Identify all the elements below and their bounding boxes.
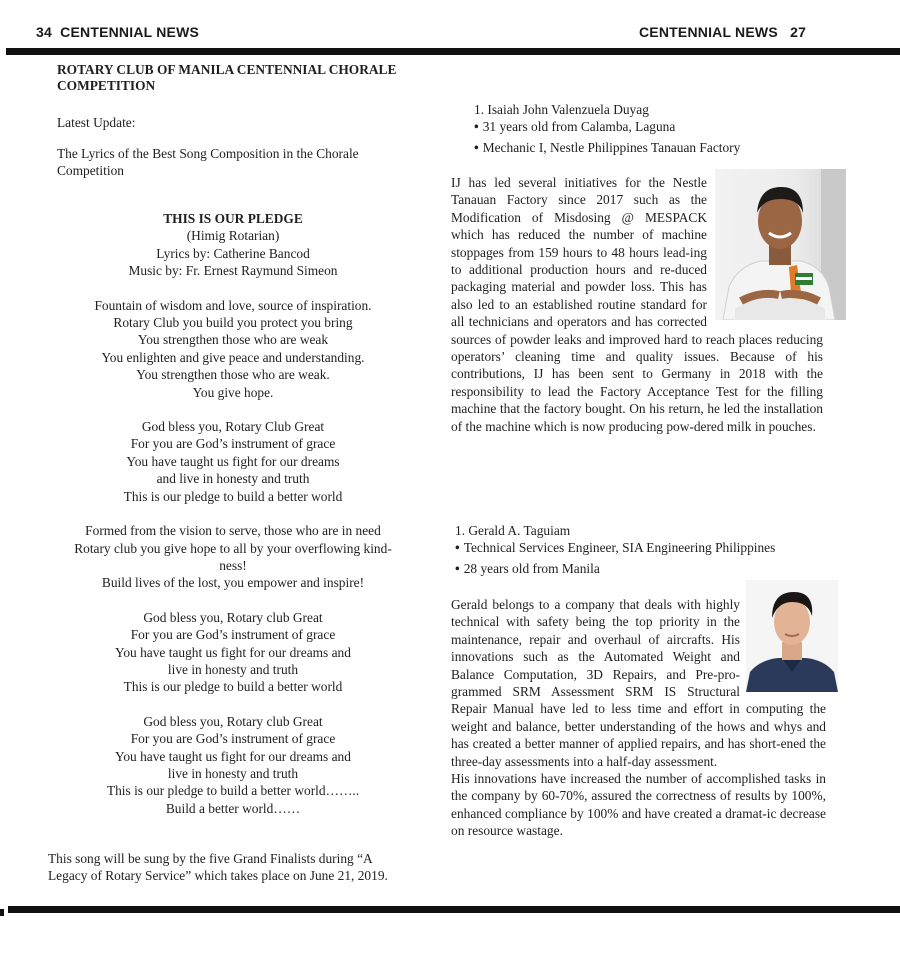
song-subtitle: (Himig Rotarian) [186, 228, 280, 244]
finalist-1-age: • 31 years old from Calamba, Laguna [474, 118, 740, 135]
finalist-2-bio [451, 596, 826, 840]
finalist-2-bio-text-2: His innovations have increased the number of accomplished tasks in the company by 60-70%, assured the correctness of results by 100%, enhanced compliance by 100% and have created a dramat-ic decrease on resource wastage. [451, 771, 826, 839]
lyric-line: God bless you, Rotary club Great [143, 713, 323, 729]
lyric-line: Build lives of the lost, you empower and inspire! [101, 575, 365, 591]
lyric-line: This is our pledge to build a better world…….. [106, 783, 360, 799]
lyric-line: For you are God’s instrument of grace [130, 627, 336, 643]
lyric-line: ness! [219, 557, 247, 573]
song-lyrics [48, 210, 418, 834]
finalist-1-position: • Mechanic I, Nestle Philippines Tanauan Factory [474, 139, 740, 156]
header-rule [6, 48, 900, 55]
finalist-2-age: • 28 years old from Manila [455, 560, 775, 577]
lyric-line: You have taught us fight for our dreams and [115, 644, 351, 660]
portrait-icon [746, 580, 838, 692]
article-title: ROTARY CLUB OF MANILA CENTENNIAL CHORALE COMPETITION [57, 62, 397, 93]
finalist-1-bio-text: IJ has led several initiatives for the Nestle Tanauan Factory since 2017 such as the Modification of Misdosing @ MESPACK which has reduced the number of machine stoppages from 159 hours to 48 hours lead-ing to additional production hours and re-duced packaging material and powder loss. This has also led to an established routine standard for all technicians and operators and has corrected sources of powder leaks and improved hard to reach places reducing operators’ cleaning time and quality issues. Because of his contributions, IJ has been sent to Germany in 2018 with the responsibility to lead the Factory Acceptance Test for the filling machine that the factory bought. On his return, he led the installation of the machine which is now producing pow-dered milk in pouches. [451, 175, 823, 434]
lyric-line: For you are God’s instrument of grace [130, 731, 336, 747]
footer-mark [0, 909, 4, 916]
lyric-line: For you are God’s instrument of grace [130, 436, 336, 452]
finalist-2-bio-text: Gerald belongs to a company that deals with highly technical with safety being the top priority in the maintenance, repair and overhaul of aircrafts. His innovations such as the Automated Weight and Balance Computation, 3D Repairs, and Pre-pro-grammed SRM Assessment SRM IS Structural Repair Manual have led to less time and effort in computing the weight and balance, better understanding of the hows and whys and has created a better manner of applied repairs, and has short-ened the three-day assessments into a half-day assessment. [451, 597, 826, 769]
stanza-2 [48, 418, 418, 505]
stanza-3 [48, 522, 418, 592]
lyric-line: You have taught us fight for our dreams and [115, 748, 351, 764]
lyric-line: Rotary Club you build you protect you bring [113, 315, 353, 331]
lyric-line: You enlighten and give peace and understanding. [101, 349, 365, 365]
footer-rule [8, 906, 900, 913]
right-page-header [639, 24, 806, 40]
lyric-line: God bless you, Rotary club Great [143, 609, 323, 625]
finalist-2-header [455, 522, 775, 577]
left-page-header [36, 24, 199, 40]
finalist-1-name: 1. Isaiah John Valenzuela Duyag [474, 102, 649, 117]
latest-update-label: Latest Update: [57, 115, 136, 130]
right-page-number: 27 [790, 24, 807, 40]
lyric-line: Fountain of wisdom and love, source of inspiration. [94, 297, 372, 313]
lyric-line: You give hope. [192, 384, 274, 400]
lyric-line: live in honesty and truth [167, 661, 299, 677]
finalist-1-bio [451, 174, 823, 435]
lyrics-credit: Lyrics by: Catherine Bancod [156, 245, 310, 261]
left-page-number: 34 [36, 24, 52, 40]
article-intro: The Lyrics of the Best Song Composition in the Chorale Competition [57, 146, 359, 179]
lyric-line: You strengthen those who are weak [137, 332, 329, 348]
finalist-2-position: • Technical Services Engineer, SIA Engineering Philippines [455, 539, 775, 556]
lyric-line: Build a better world…… [165, 800, 301, 816]
song-heading [48, 210, 418, 280]
lyric-line: This is our pledge to build a better world [123, 679, 343, 695]
lyric-line: and live in honesty and truth [156, 471, 310, 487]
finalist-2-name: 1. Gerald A. Taguiam [455, 523, 571, 538]
portrait-icon [715, 169, 846, 320]
right-publication-title: CENTENNIAL NEWS [639, 24, 778, 40]
lyric-line: You have taught us fight for our dreams [126, 453, 340, 469]
lyric-line: This is our pledge to build a better world [123, 488, 343, 504]
song-title: THIS IS OUR PLEDGE [163, 211, 303, 226]
lyric-line: live in honesty and truth [167, 765, 299, 781]
closing-note: This song will be sung by the five Grand Finalists during “A Legacy of Rotary Service” which takes place on June 21, 2019. [48, 851, 388, 884]
music-credit: Music by: Fr. Ernest Raymund Simeon [128, 263, 338, 279]
lyric-line: God bless you, Rotary Club Great [141, 419, 325, 435]
finalist-1-photo [715, 169, 846, 320]
stanza-5 [48, 713, 418, 817]
lyric-line: You strengthen those who are weak. [136, 367, 330, 383]
lyric-line: Rotary club you give hope to all by your overflowing kind- [74, 540, 392, 556]
finalist-2-photo [746, 580, 838, 692]
left-publication-title: CENTENNIAL NEWS [60, 24, 200, 40]
lyric-line: Formed from the vision to serve, those who are in need [85, 523, 381, 539]
stanza-1 [48, 297, 418, 401]
stanza-4 [48, 609, 418, 696]
finalist-1-header [474, 101, 740, 156]
